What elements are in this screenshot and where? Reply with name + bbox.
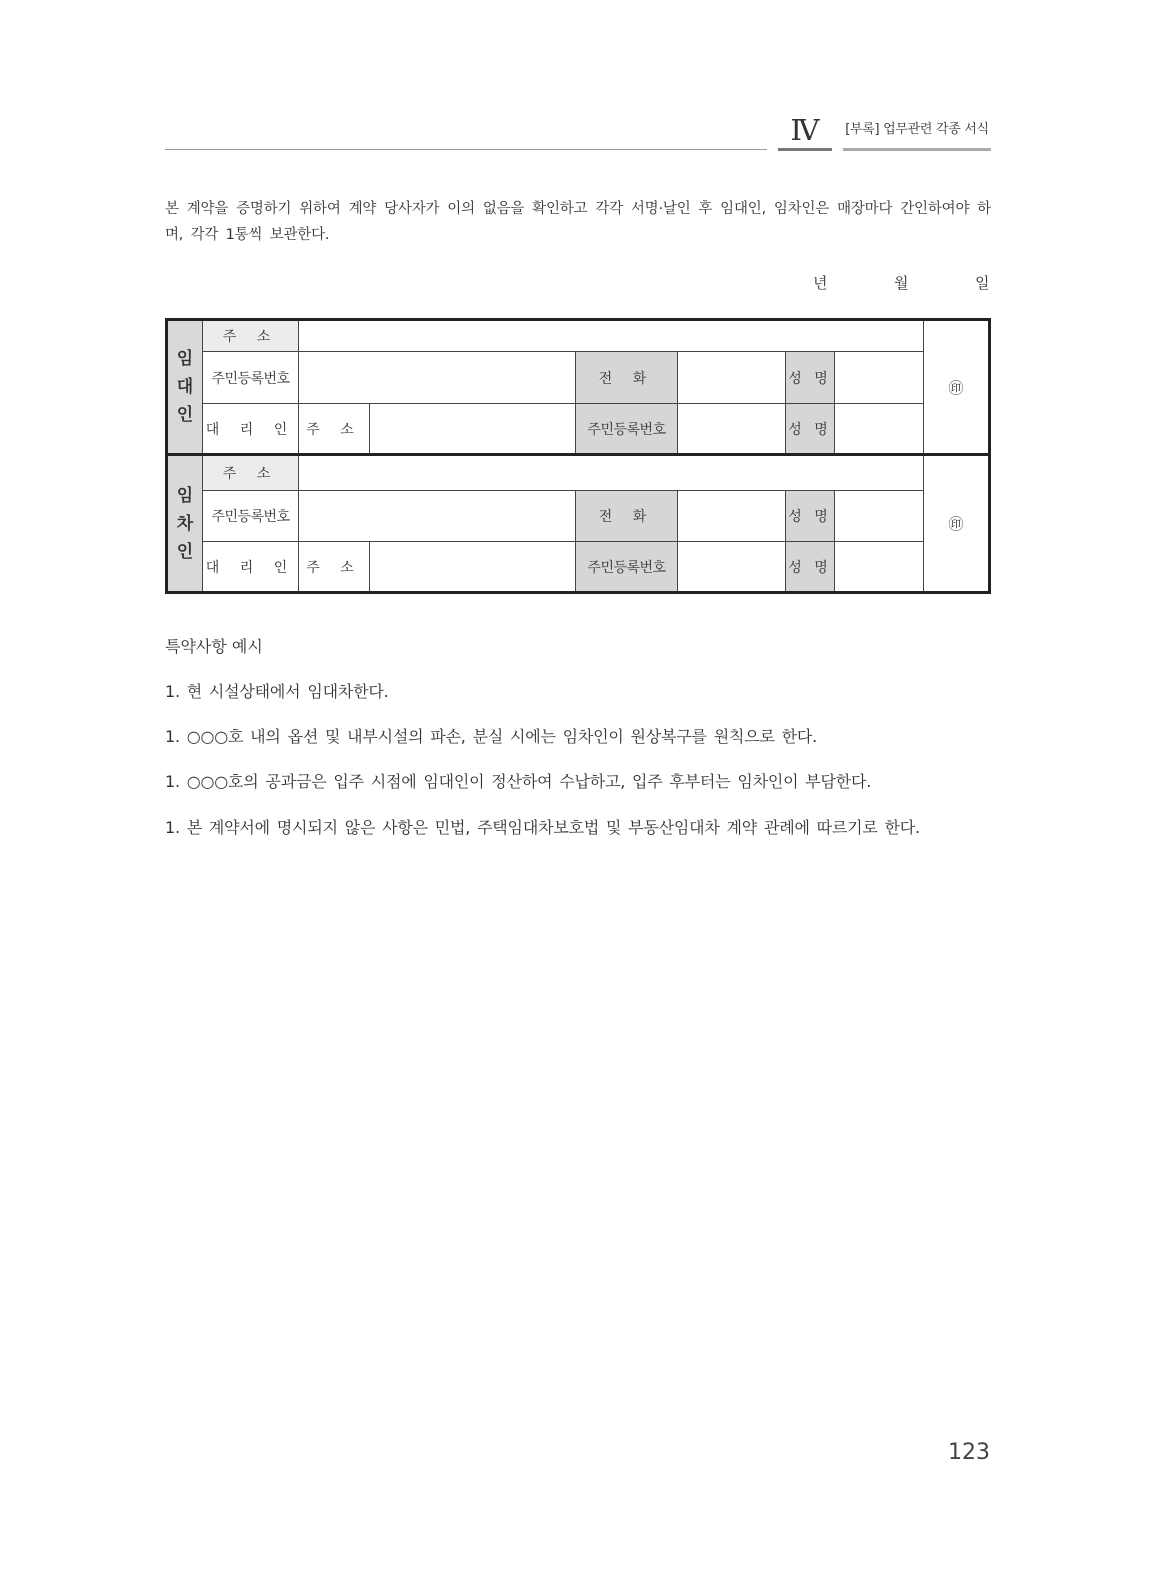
- date-year: 년: [813, 274, 828, 292]
- intro-paragraph: 본 계약을 증명하기 위하여 계약 당사자가 이의 없음을 확인하고 각각 서명·날인 후 임대인, 임차인은 매장마다 간인하여야 하며, 각각 1통씩 보관한다.: [165, 201, 991, 243]
- landlord-char-2: 대: [176, 377, 194, 397]
- tenant-seal: ㊞: [924, 455, 990, 593]
- tenant-rrn-label: 주민등록번호: [203, 491, 299, 542]
- special-term-2: 1. ○○○호 내의 옵션 및 내부시설의 파손, 분실 시에는 임차인이 원상복구를 원칙으로 한다.: [165, 727, 818, 746]
- chapter-numeral: Ⅳ: [790, 113, 820, 147]
- tenant-char-3: 인: [176, 541, 194, 562]
- landlord-address-field[interactable]: [299, 320, 924, 352]
- tenant-agent-address-label: 주 소: [299, 542, 370, 593]
- landlord-name-label: 성 명: [786, 352, 835, 404]
- landlord-agent-name-label: 성 명: [786, 404, 835, 455]
- tenant-phone-label: 전 화: [576, 491, 678, 542]
- contract-parties-table: [165, 318, 991, 594]
- tenant-agent-row: [167, 542, 990, 593]
- landlord-rrn-row: [167, 352, 990, 404]
- landlord-rrn-label: 주민등록번호: [203, 352, 299, 404]
- special-terms-title: 특약사항 예시: [165, 637, 263, 656]
- landlord-char-3: 인: [176, 405, 194, 425]
- tenant-address-label: 주 소: [203, 455, 299, 491]
- special-term-4: 1. 본 계약서에 명시되지 않은 사항은 민법, 주택임대차보호법 및 부동산임대차 계약 관례에 따르기로 한다.: [165, 818, 920, 837]
- page-number: 123: [948, 1440, 990, 1465]
- landlord-agent-address-label: 주 소: [299, 404, 370, 455]
- header-rule: [165, 149, 767, 150]
- landlord-agent-row: [167, 404, 990, 455]
- date-day: 일: [975, 274, 990, 292]
- landlord-char-1: 임: [176, 349, 194, 369]
- landlord-agent-name-field[interactable]: [835, 404, 924, 455]
- tenant-name-field[interactable]: [835, 491, 924, 542]
- landlord-address-row: [167, 320, 990, 352]
- landlord-agent-address-field[interactable]: [370, 404, 576, 455]
- landlord-agent-rrn-field[interactable]: [678, 404, 786, 455]
- tenant-agent-address-field[interactable]: [370, 542, 576, 593]
- tenant-agent-name-field[interactable]: [835, 542, 924, 593]
- landlord-rrn-field[interactable]: [299, 352, 576, 404]
- tenant-agent-name-label: 성 명: [786, 542, 835, 593]
- tenant-char-2: 차: [176, 513, 194, 534]
- date-month: 월: [894, 274, 909, 292]
- chapter-underline: [778, 148, 832, 151]
- landlord-address-label: 주 소: [203, 320, 299, 352]
- tenant-char-1: 임: [176, 485, 194, 506]
- special-term-3: 1. ○○○호의 공과금은 입주 시점에 임대인이 정산하여 수납하고, 입주 후부터는 임차인이 부담한다.: [165, 772, 872, 791]
- landlord-agent-rrn-label: 주민등록번호: [576, 404, 678, 455]
- tenant-party-cell: [167, 455, 203, 593]
- landlord-agent-label: 대 리 인: [203, 404, 299, 455]
- tenant-phone-field[interactable]: [678, 491, 786, 542]
- section-underline: [843, 148, 991, 151]
- tenant-agent-label: 대 리 인: [203, 542, 299, 593]
- tenant-address-row: [167, 455, 990, 491]
- landlord-party-cell: [167, 320, 203, 455]
- landlord-seal: ㊞: [924, 320, 990, 455]
- special-term-1: 1. 현 시설상태에서 임대차한다.: [165, 682, 389, 701]
- tenant-rrn-field[interactable]: [299, 491, 576, 542]
- landlord-name-field[interactable]: [835, 352, 924, 404]
- tenant-address-field[interactable]: [299, 455, 924, 491]
- tenant-agent-rrn-label: 주민등록번호: [576, 542, 678, 593]
- tenant-agent-rrn-field[interactable]: [678, 542, 786, 593]
- landlord-phone-label: 전 화: [576, 352, 678, 404]
- tenant-name-label: 성 명: [786, 491, 835, 542]
- section-title: [부록] 업무관련 각종 서식: [845, 122, 989, 137]
- tenant-rrn-row: [167, 491, 990, 542]
- landlord-phone-field[interactable]: [678, 352, 786, 404]
